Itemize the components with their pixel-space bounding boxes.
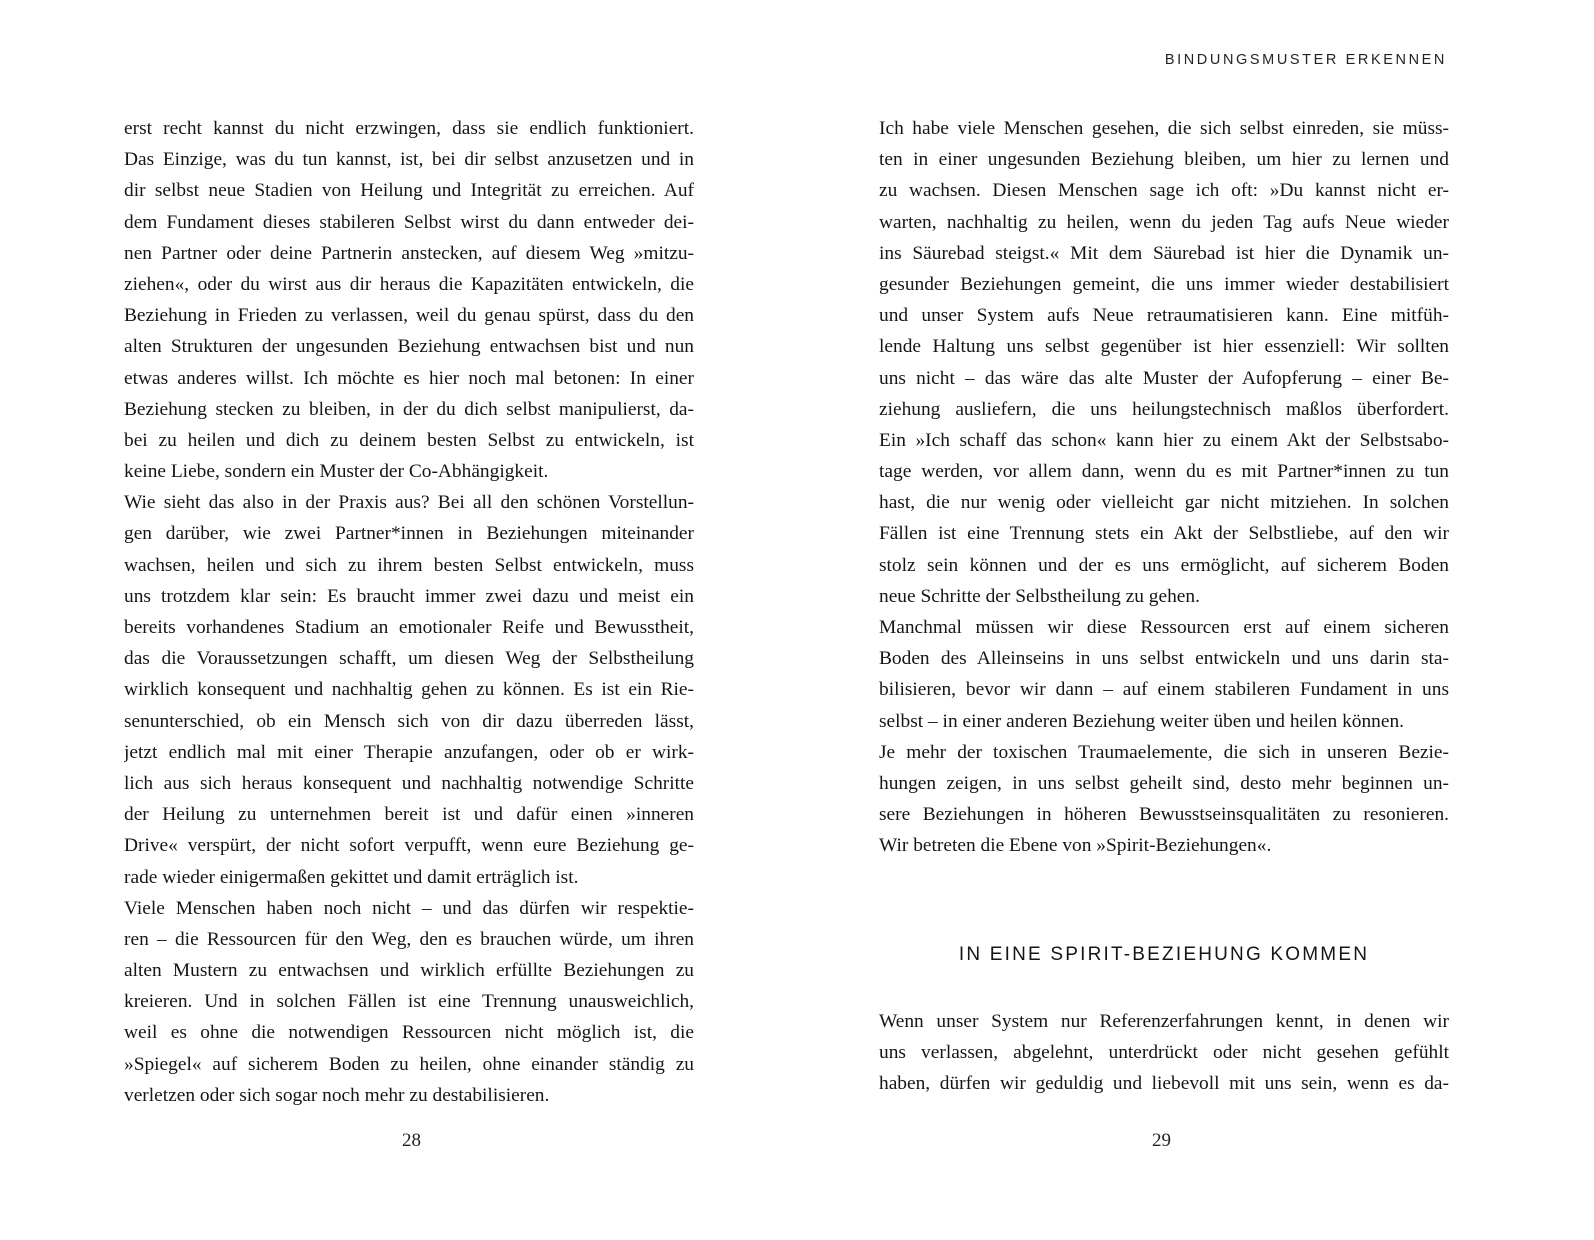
body-line: alten Mustern zu entwachsen und wirklich erfüllte Beziehungen zu: [124, 960, 694, 982]
body-line: verletzen oder sich sogar noch mehr zu destabilisieren.: [124, 1084, 550, 1106]
body-line: Beziehung stecken zu bleiben, in der du dich selbst manipulierst, da-: [124, 398, 694, 420]
body-line: gen darüber, wie zwei Partner*innen in Beziehungen miteinander: [124, 523, 694, 545]
body-line: nen Partner oder deine Partnerin anstecken, auf diesem Weg »mitzu-: [124, 242, 694, 264]
body-line: Ein »Ich schaff das schon« kann hier zu einem Akt der Selbstsabo-: [879, 429, 1449, 451]
right-page-body: [879, 113, 1449, 862]
body-line: Boden des Alleinseins in uns selbst entwickeln und uns darin sta-: [879, 648, 1449, 670]
right-page: [797, 0, 1594, 1240]
body-line: tage werden, vor allem dann, wenn du es mit Partner*innen zu tun: [879, 461, 1449, 483]
body-line: das die Voraussetzungen schafft, um diesen Weg der Selbstheilung: [124, 648, 694, 670]
body-line: ren – die Ressourcen für den Weg, den es brauchen würde, um ihren: [124, 928, 694, 950]
body-line: uns nicht – das wäre das alte Muster der Aufopferung – einer Be-: [879, 367, 1449, 389]
body-line: und unser System aufs Neue retraumatisieren kann. Eine mitfüh-: [879, 305, 1449, 327]
right-page-body-after-heading: [879, 1006, 1449, 1100]
body-line: Fällen ist eine Trennung stets ein Akt der Selbstliebe, auf den wir: [879, 523, 1449, 545]
left-page-body: [124, 113, 694, 1111]
body-line: ins Säurebad steigst.« Mit dem Säurebad ist hier die Dynamik un-: [879, 242, 1449, 264]
body-line: Je mehr der toxischen Traumaelemente, die sich in unseren Bezie-: [879, 741, 1449, 763]
body-line: sere Beziehungen in höheren Bewusstseinsqualitäten zu resonieren.: [879, 804, 1449, 826]
body-line: Beziehung in Frieden zu verlassen, weil du genau spürst, dass du den: [124, 305, 694, 327]
body-line: erst recht kannst du nicht erzwingen, dass sie endlich funktioniert.: [124, 118, 694, 139]
body-line: alten Strukturen der ungesunden Beziehung entwachsen bist und nun: [124, 336, 694, 358]
body-line: uns verlassen, abgelehnt, unterdrückt oder nicht gesehen gefühlt: [879, 1042, 1449, 1064]
body-line: senunterschied, ob ein Mensch sich von dir dazu überreden lässt,: [124, 710, 694, 732]
body-line: weil es ohne die notwendigen Ressourcen nicht möglich ist, die: [124, 1022, 694, 1044]
body-line: Viele Menschen haben noch nicht – und das dürfen wir respektie-: [124, 897, 694, 919]
body-line: etwas anderes willst. Ich möchte es hier noch mal betonen: In einer: [124, 367, 694, 389]
body-line: ten in einer ungesunden Beziehung bleiben, um hier zu lernen und: [879, 149, 1449, 171]
body-line: bilisieren, bevor wir dann – auf einem stabileren Fundament in uns: [879, 679, 1449, 701]
body-line: Wir betreten die Ebene von »Spirit-Beziehungen«.: [879, 835, 1272, 857]
body-line: uns trotzdem klar sein: Es braucht immer zwei dazu und meist ein: [124, 585, 694, 607]
body-line: rade wieder einigermaßen gekittet und damit erträglich ist.: [124, 866, 579, 888]
body-line: jetzt endlich mal mit einer Therapie anzufangen, oder ob er wirk-: [124, 741, 694, 763]
body-line: der Heilung zu unternehmen bereit ist und dafür einen »inneren: [124, 804, 694, 826]
body-line: neue Schritte der Selbstheilung zu gehen.: [879, 585, 1200, 607]
body-line: Wenn unser System nur Referenzerfahrungen kennt, in denen wir: [879, 1011, 1449, 1032]
page-number-right: 29: [1152, 1130, 1171, 1151]
body-line: ziehen«, oder du wirst aus dir heraus die Kapazitäten entwickeln, die: [124, 273, 694, 295]
body-line: wachsen, heilen und sich zu ihrem besten Selbst entwickeln, muss: [124, 554, 694, 576]
body-line: haben, dürfen wir geduldig und liebevoll mit uns sein, wenn es da-: [879, 1073, 1449, 1095]
body-line: Das Einzige, was du tun kannst, ist, bei dir selbst anzusetzen und in: [124, 149, 694, 171]
body-line: lich aus sich heraus konsequent und nachhaltig notwendige Schritte: [124, 772, 694, 794]
body-line: ziehung ausliefern, die uns heilungstechnisch maßlos überfordert.: [879, 398, 1449, 420]
body-line: Manchmal müssen wir diese Ressourcen erst auf einem sicheren: [879, 617, 1449, 638]
body-line: selbst – in einer anderen Beziehung weiter üben und heilen können.: [879, 710, 1404, 732]
body-line: lende Haltung uns selbst gegenüber ist hier essenziell: Wir sollten: [879, 336, 1449, 358]
body-line: Drive« verspürt, der nicht sofort verpufft, wenn eure Beziehung ge-: [124, 835, 694, 857]
body-line: dem Fundament dieses stabileren Selbst wirst du dann entweder dei-: [124, 211, 694, 233]
page-number-left: 28: [402, 1130, 421, 1151]
body-line: keine Liebe, sondern ein Muster der Co-Abhängigkeit.: [124, 461, 549, 483]
body-line: stolz sein können und der es uns ermöglicht, auf sicherem Boden: [879, 554, 1449, 576]
body-line: zu wachsen. Diesen Menschen sage ich oft: »Du kannst nicht er-: [879, 180, 1449, 202]
body-line: hast, die nur wenig oder vielleicht gar nicht mitziehen. In solchen: [879, 492, 1449, 514]
body-line: wirklich konsequent und nachhaltig gehen zu können. Es ist ein Rie-: [124, 679, 694, 701]
body-line: »Spiegel« auf sicherem Boden zu heilen, ohne einander ständig zu: [124, 1053, 694, 1075]
body-line: dir selbst neue Stadien von Heilung und Integrität zu erreichen. Auf: [124, 180, 694, 202]
body-line: Ich habe viele Menschen gesehen, die sich selbst einreden, sie müss-: [879, 118, 1449, 139]
body-line: gesunder Beziehungen gemeint, die uns immer wieder destabilisiert: [879, 273, 1449, 295]
body-line: warten, nachhaltig zu heilen, wenn du jeden Tag aufs Neue wieder: [879, 211, 1449, 233]
section-heading: IN EINE SPIRIT-BEZIEHUNG KOMMEN: [958, 944, 1370, 965]
running-header: BINDUNGSMUSTER ERKENNEN: [1164, 52, 1447, 68]
body-line: bereits vorhandenes Stadium an emotionaler Reife und Bewusstheit,: [124, 617, 694, 638]
body-line: hungen zeigen, in uns selbst geheilt sind, desto mehr beginnen un-: [879, 772, 1449, 794]
body-line: Wie sieht das also in der Praxis aus? Bei all den schönen Vorstellun-: [124, 492, 694, 514]
body-line: kreieren. Und in solchen Fällen ist eine Trennung unausweichlich,: [124, 991, 694, 1013]
body-line: bei zu heilen und dich zu deinem besten Selbst zu entwickeln, ist: [124, 429, 694, 451]
